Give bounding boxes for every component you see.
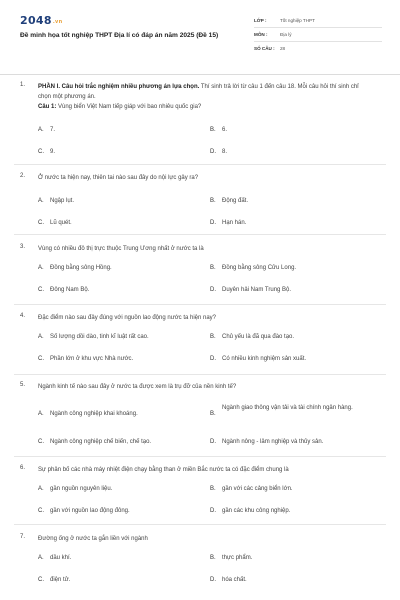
meta-row-count xyxy=(254,42,382,55)
question-separator xyxy=(14,234,386,235)
meta-row-subject xyxy=(254,28,382,42)
question-prompt: Vùng biển Việt Nam tiếp giáp với bao nhiêu quốc gia? xyxy=(56,104,202,110)
part-heading: PHẦN I. Câu hỏi trắc nghiệm nhiều phương án lựa chọn. xyxy=(38,84,200,90)
meta-table xyxy=(254,14,382,55)
meta-key: SỐ CÂU : xyxy=(254,46,275,51)
question-separator xyxy=(14,374,386,375)
document-title: Đề minh họa tốt nghiệp THPT Địa lí có đáp án năm 2025 (Đề 15) xyxy=(20,32,219,39)
question-text: Ngành kinh tế nào sau đây ở nước ta được xem là trụ đỡ của nền kinh tế? xyxy=(38,384,237,390)
header-divider xyxy=(0,74,400,75)
question-number: 7. xyxy=(20,534,26,540)
question-number: 1. xyxy=(20,82,26,88)
meta-row-class xyxy=(254,14,382,28)
question-number: 2. xyxy=(20,173,26,179)
meta-value: Địa lý xyxy=(280,32,292,37)
question-separator xyxy=(14,304,386,305)
question-text: Vùng có nhiều đô thị trực thuộc Trung Ương nhất ở nước ta là xyxy=(38,246,204,252)
question-text: Sự phân bố các nhà máy nhiệt điện chạy bằng than ở miền Bắc nước ta có đặc điểm chung là xyxy=(38,467,289,473)
question-text: Đặc điểm nào sau đây đúng với nguồn lao động nước ta hiện nay? xyxy=(38,315,217,321)
question-separator xyxy=(14,164,386,165)
meta-value: 28 xyxy=(280,46,286,51)
part-instruction: Thí sinh trả lời từ câu 1 đến câu 18. Mỗi câu hỏi thí sinh chỉ chọn một phương án. xyxy=(38,84,359,100)
question-number: 6. xyxy=(20,465,26,471)
question-number: 4. xyxy=(20,313,26,319)
meta-key: MÔN : xyxy=(254,32,268,37)
question-number: 3. xyxy=(20,244,26,250)
logo-text: 2048 xyxy=(20,14,52,27)
logo-suffix: .vn xyxy=(52,19,63,25)
meta-value: Tốt nghiệp THPT xyxy=(280,18,315,23)
question-separator xyxy=(14,456,386,457)
document-header xyxy=(20,14,382,58)
question-1: 1. PHẦN I. Câu hỏi trắc nghiệm nhiều phương án lựa chọn. Thí sinh trả lời từ câu 1 đến câu 18. Mỗi câu hỏi thí sinh chỉ chọn một phương án. Câu 1: Vùng biển Việt Nam tiếp giáp với bao nhiêu quốc gia? A. 7. B. 6. C. 9. D. 8. xyxy=(20,82,375,162)
question-separator xyxy=(14,524,386,525)
question-text: Đường ống ở nước ta gắn liền với ngành xyxy=(38,536,148,542)
question-label: Câu 1: xyxy=(38,104,57,110)
question-text xyxy=(38,82,368,112)
question-number: 5. xyxy=(20,382,26,388)
question-text: Ở nước ta hiện nay, thiên tai nào sau đây do nội lực gây ra? xyxy=(38,175,199,181)
site-logo[interactable] xyxy=(20,14,62,27)
meta-key: LỚP : xyxy=(254,18,267,23)
